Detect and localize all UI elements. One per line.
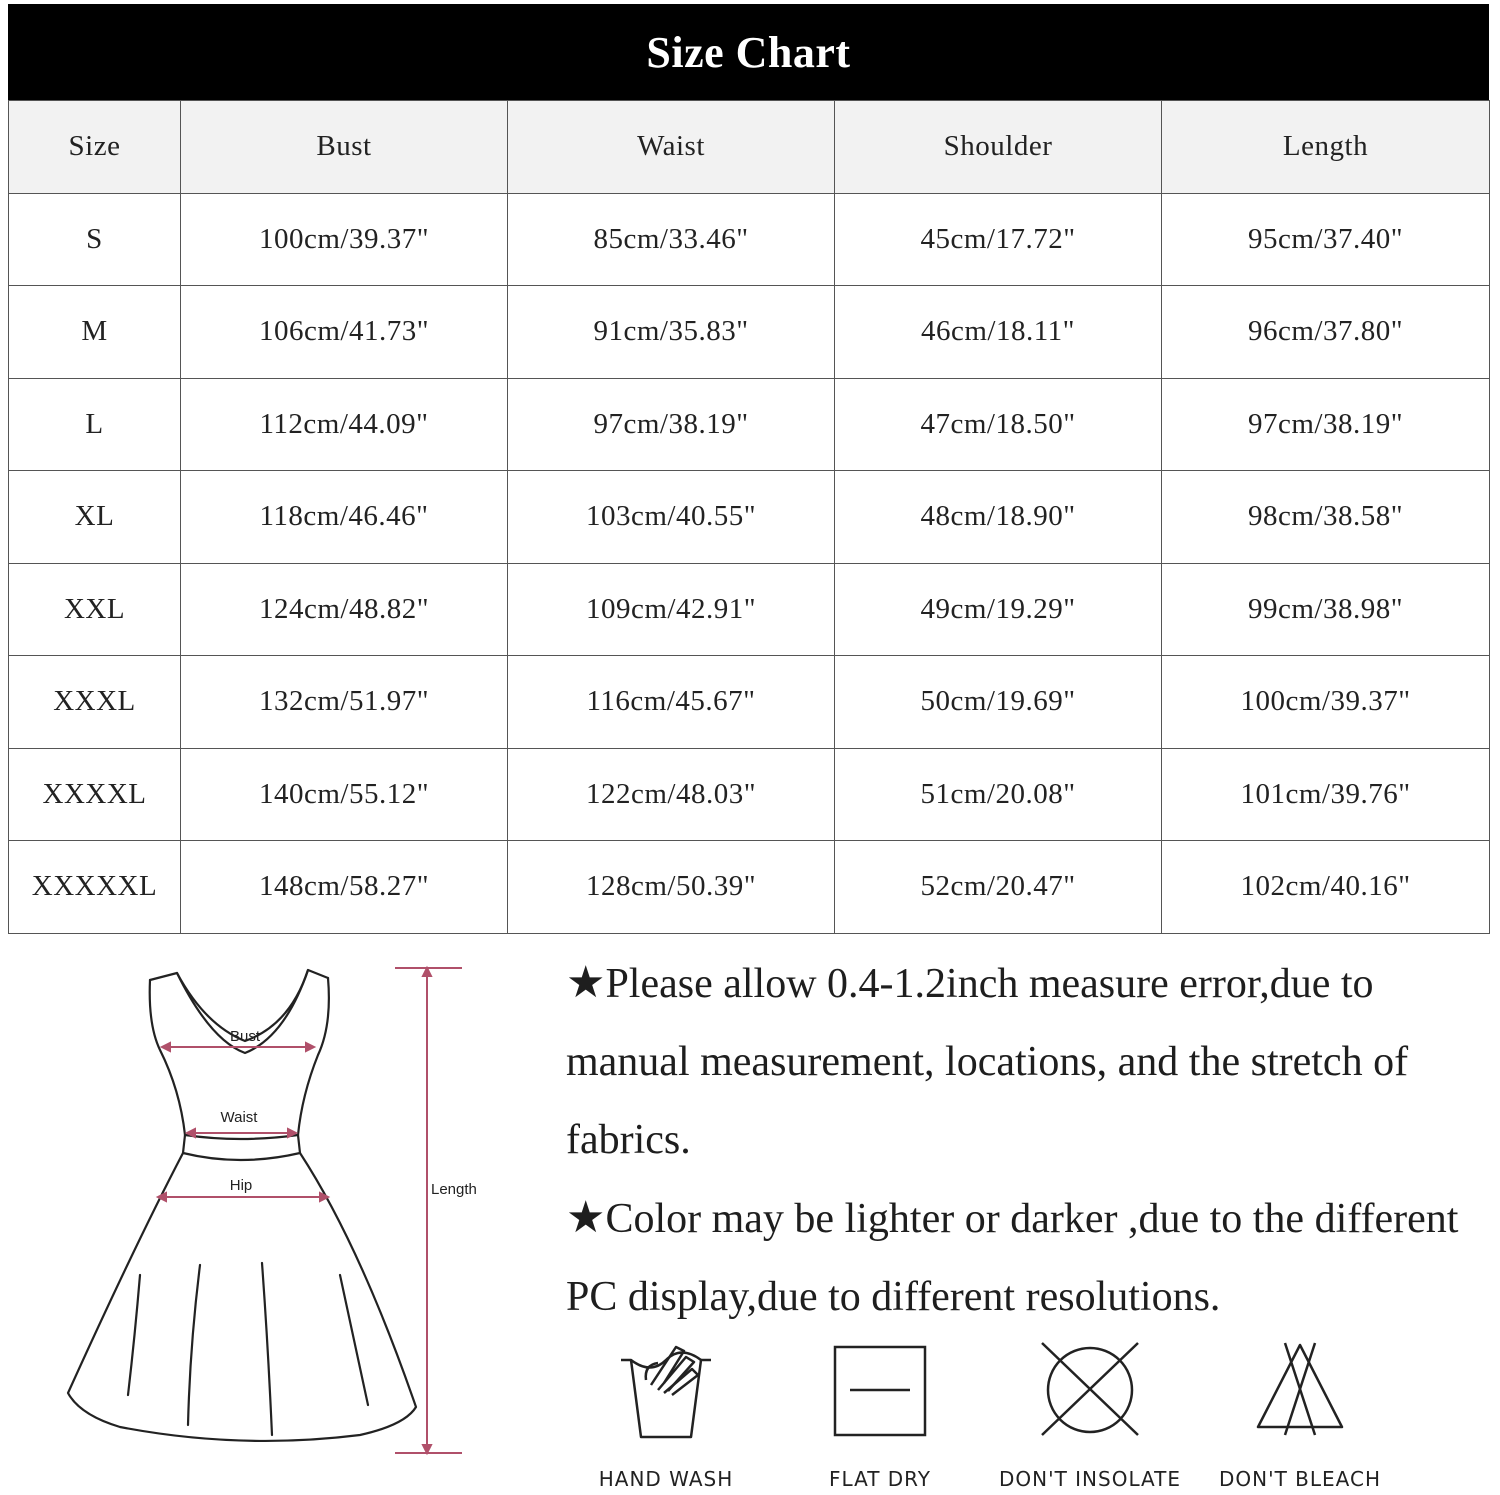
size-chart-title: Size Chart	[8, 4, 1489, 100]
table-cell: 100cm/39.37"	[181, 193, 508, 286]
table-cell: 106cm/41.73"	[181, 286, 508, 379]
table-cell: 45cm/17.72"	[835, 193, 1162, 286]
dress-diagram	[40, 945, 510, 1475]
header-length: Length	[1162, 101, 1490, 194]
star-icon: ★	[566, 1193, 606, 1242]
table-cell: 97cm/38.19"	[1162, 378, 1490, 471]
length-label: Length	[431, 1181, 477, 1198]
table-cell: S	[9, 193, 181, 286]
care-item-dont-insolate	[990, 1335, 1190, 1495]
bust-label: Bust	[229, 1028, 261, 1045]
table-cell: 49cm/19.29"	[835, 563, 1162, 656]
care-item-dont-bleach	[1200, 1335, 1400, 1495]
table-cell: XXXL	[9, 656, 181, 749]
header-bust: Bust	[181, 101, 508, 194]
table-cell: 50cm/19.69"	[835, 656, 1162, 749]
table-cell: XXXXXL	[9, 841, 181, 934]
star-icon: ★	[566, 958, 606, 1007]
table-row	[9, 471, 1490, 564]
dont-bleach-label: DON'T BLEACH	[1218, 1467, 1381, 1491]
care-item-hand-wash	[566, 1335, 766, 1495]
table-cell: 46cm/18.11"	[835, 286, 1162, 379]
table-cell: 124cm/48.82"	[181, 563, 508, 656]
table-cell: 103cm/40.55"	[508, 471, 835, 564]
hip-label: Hip	[229, 1177, 253, 1194]
table-cell: 128cm/50.39"	[508, 841, 835, 934]
table-cell: 96cm/37.80"	[1162, 286, 1490, 379]
table-row	[9, 656, 1490, 749]
table-cell: M	[9, 286, 181, 379]
table-cell: 98cm/38.58"	[1162, 471, 1490, 564]
table-cell: 48cm/18.90"	[835, 471, 1162, 564]
table-cell: 100cm/39.37"	[1162, 656, 1490, 749]
size-table	[8, 100, 1490, 934]
note-measure-error	[566, 944, 1466, 1179]
table-cell: 109cm/42.91"	[508, 563, 835, 656]
table-cell: 122cm/48.03"	[508, 748, 835, 841]
header-shoulder: Shoulder	[835, 101, 1162, 194]
table-header-row	[9, 101, 1490, 194]
hand-wash-label: HAND WASH	[598, 1467, 734, 1491]
dont-bleach-icon	[1240, 1335, 1360, 1445]
table-cell: 116cm/45.67"	[508, 656, 835, 749]
care-item-flat-dry	[780, 1335, 980, 1495]
table-row	[9, 748, 1490, 841]
table-cell: XXXXL	[9, 748, 181, 841]
table-cell: 51cm/20.08"	[835, 748, 1162, 841]
table-cell: 148cm/58.27"	[181, 841, 508, 934]
table-cell: 97cm/38.19"	[508, 378, 835, 471]
table-cell: 102cm/40.16"	[1162, 841, 1490, 934]
note-color	[566, 1179, 1466, 1336]
header-size: Size	[9, 101, 181, 194]
measure-lines	[158, 968, 462, 1453]
hand-wash-icon	[606, 1335, 726, 1445]
dress-illustration	[40, 945, 510, 1475]
flat-dry-label: FLAT DRY	[828, 1467, 932, 1491]
table-cell: 101cm/39.76"	[1162, 748, 1490, 841]
note-color-text: Color may be lighter or darker ,due to the different PC display,due to different resolutions.	[566, 1196, 1459, 1320]
dont-insolate-label: DON'T INSOLATE	[998, 1467, 1182, 1491]
table-cell: L	[9, 378, 181, 471]
header-waist: Waist	[508, 101, 835, 194]
table-row	[9, 841, 1490, 934]
dont-insolate-icon	[1030, 1335, 1150, 1445]
table-row	[9, 563, 1490, 656]
table-cell: 118cm/46.46"	[181, 471, 508, 564]
table-cell: XL	[9, 471, 181, 564]
waist-label: Waist	[220, 1109, 258, 1126]
table-cell: 112cm/44.09"	[181, 378, 508, 471]
table-row	[9, 378, 1490, 471]
table-cell: XXL	[9, 563, 181, 656]
table-cell: 95cm/37.40"	[1162, 193, 1490, 286]
table-cell: 140cm/55.12"	[181, 748, 508, 841]
notes	[566, 944, 1466, 1336]
table-cell: 91cm/35.83"	[508, 286, 835, 379]
table-cell: 99cm/38.98"	[1162, 563, 1490, 656]
table-cell: 52cm/20.47"	[835, 841, 1162, 934]
care-instructions	[580, 1335, 1400, 1495]
table-cell: 132cm/51.97"	[181, 656, 508, 749]
table-row	[9, 286, 1490, 379]
flat-dry-icon	[820, 1335, 940, 1445]
note-measure-error-text: Please allow 0.4-1.2inch measure error,due to manual measurement, locations, and the stretch of fabrics.	[566, 961, 1409, 1163]
table-row	[9, 193, 1490, 286]
table-cell: 85cm/33.46"	[508, 193, 835, 286]
table-cell: 47cm/18.50"	[835, 378, 1162, 471]
